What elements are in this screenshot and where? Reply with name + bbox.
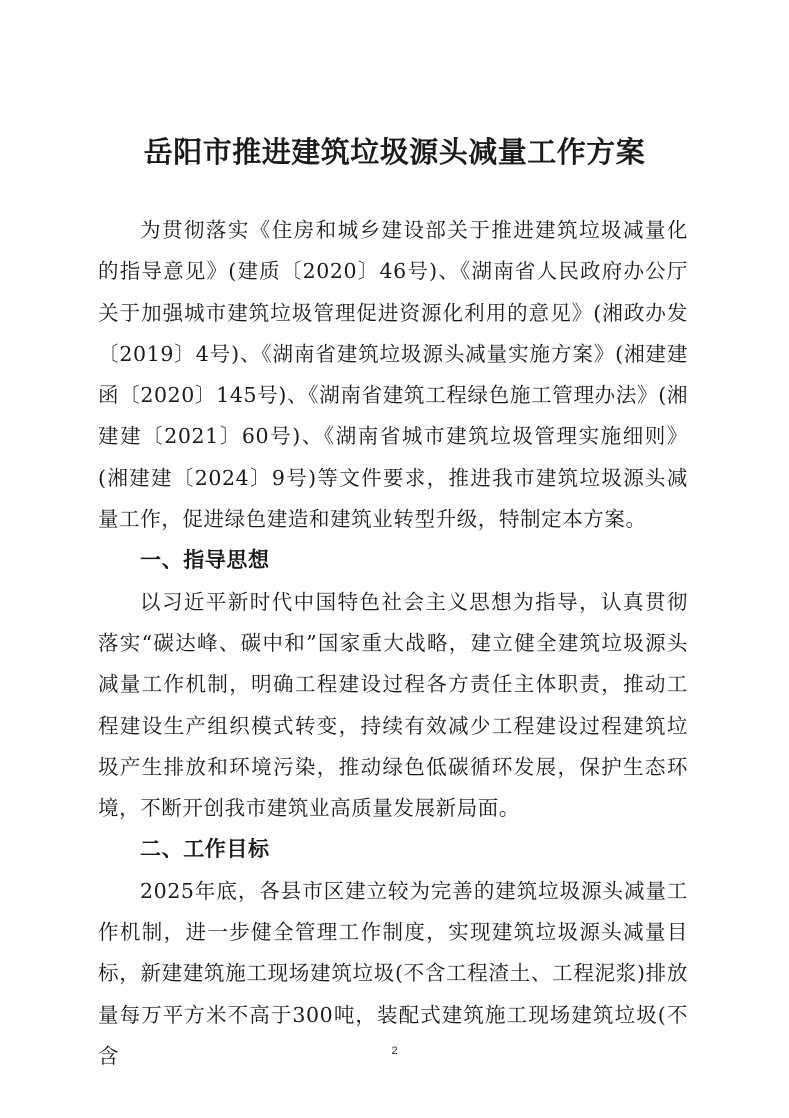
document-body	[98, 210, 688, 1077]
page-number: 2	[391, 1045, 398, 1057]
section-paragraph-guiding-ideology: 以习近平新时代中国特色社会主义思想为指导，认真贯彻落实“碳达峰、碳中和”国家重大战略，建立健全建筑垃圾源头减量工作机制，明确工程建设过程各方责任主体职责，推动工程建设生产组织模式转变，持续有效减少工程建设过程建筑垃圾产生排放和环境污染，推动绿色低碳循环发展，保护生态环境，不断开创我市建筑业高质量发展新局面。	[98, 589, 688, 821]
section-heading-work-goals: 二、工作目标	[140, 837, 270, 862]
intro-paragraph: 为贯彻落实《住房和城乡建设部关于推进建筑垃圾减量化的指导意见》(建质〔2020〕46号)、《湖南省人民政府办公厅关于加强城市建筑垃圾管理促进资源化利用的意见》(湘政办发〔2019〕4号)、《湖南省建筑垃圾源头减量实施方案》(湘建建函〔2020〕145号)、《湖南省建筑工程绿色施工管理办法》(湘建建〔2021〕60号)、《湖南省城市建筑垃圾管理实施细则》(湘建建〔2024〕9号)等文件要求，推进我市建筑垃圾源头减量工作，促进绿色建造和建筑业转型升级，特制定本方案。	[98, 218, 688, 532]
section-heading-guiding-ideology: 一、指导思想	[140, 548, 270, 573]
section-paragraph-work-goals: 2025年底，各县市区建立较为完善的建筑垃圾源头减量工作机制，进一步健全管理工作制度，实现建筑垃圾源头减量目标，新建建筑施工现场建筑垃圾(不含工程渣土、工程泥浆)排放量每万平方米不高于300吨，装配式建筑施工现场建筑垃圾(不含	[98, 878, 688, 1068]
document-title: 岳阳市推进建筑垃圾源头减量工作方案	[143, 135, 646, 169]
